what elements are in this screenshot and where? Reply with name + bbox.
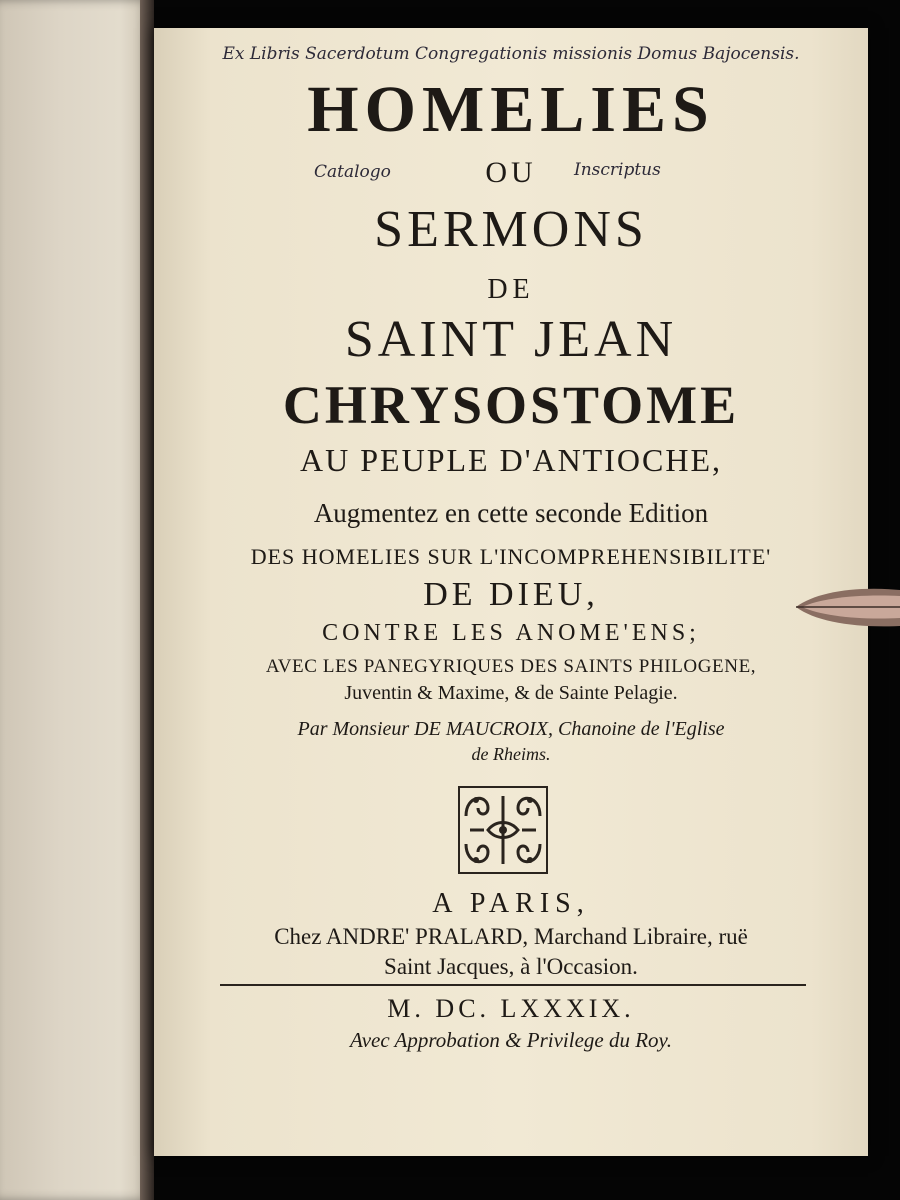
subtitle-anomeens: CONTRE LES ANOME'ENS; [322, 620, 700, 646]
imprint-publisher: Chez ANDRE' PRALARD, Marchand Libraire, ruë [274, 924, 748, 949]
ou-row [154, 156, 868, 196]
subtitle-seconde-edition: Augmentez en cette seconde Edition [313, 498, 709, 528]
cover-edge [140, 0, 154, 1200]
pen-nib-icon [796, 582, 900, 632]
handwritten-inscriptus: Inscriptus [574, 160, 661, 180]
title-de: DE [487, 274, 535, 305]
book-cover [0, 0, 150, 1200]
author-rheims: de Rheims. [471, 744, 551, 764]
subtitle-incomprehensibilite: DES HOMELIES SUR L'INCOMPREHENSIBILITE' [250, 544, 772, 569]
handwritten-catalogo: Catalogo [314, 162, 391, 182]
title-chrysostome: CHRYSOSTOME [282, 375, 740, 435]
divider-rule [220, 984, 806, 986]
printer-ornament-icon [458, 786, 548, 874]
title-homelies: HOMELIES [307, 73, 715, 146]
handwritten-inscription: Ex Libris Sacerdotum Congregationis missionis Domus Bajocensis. [222, 44, 800, 64]
imprint-address: Saint Jacques, à l'Occasion. [384, 954, 638, 979]
title-sermons: SERMONS [374, 201, 648, 258]
subtitle-juventin: Juventin & Maxime, & de Sainte Pelagie. [344, 682, 678, 704]
imprint-city: A PARIS, [432, 888, 590, 919]
subtitle-de-dieu: DE DIEU, [423, 576, 599, 613]
title-saint-jean: SAINT JEAN [344, 311, 678, 368]
title-ou: OU [485, 156, 537, 189]
subtitle-antioche: AU PEUPLE D'ANTIOCHE, [300, 442, 722, 478]
title-page [154, 28, 868, 1156]
author-line: Par Monsieur DE MAUCROIX, Chanoine de l'Eglise [297, 718, 725, 740]
subtitle-panegyriques: AVEC LES PANEGYRIQUES DES SAINTS PHILOGENE, [265, 656, 757, 677]
privilege-line: Avec Approbation & Privilege du Roy. [350, 1028, 672, 1052]
publication-date: M. DC. LXXXIX. [387, 994, 635, 1023]
